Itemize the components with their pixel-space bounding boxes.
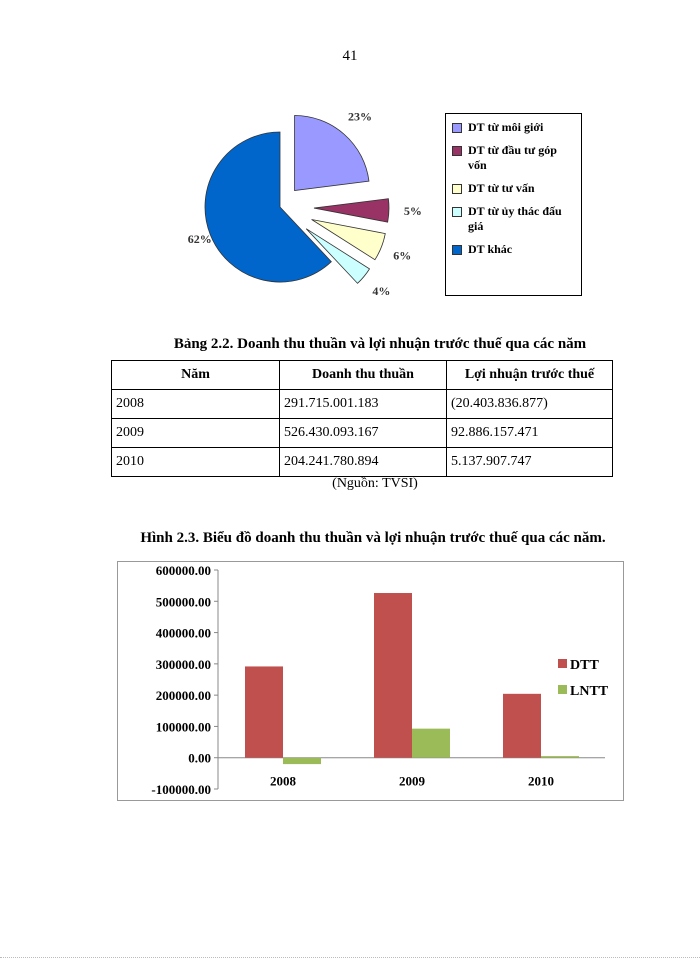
legend-swatch [452,207,462,217]
y-tick-label: 400000.00 [155,625,211,641]
y-tick-label: -100000.00 [151,782,211,797]
bar-dtt-2010 [503,694,541,758]
y-tick-label: 500000.00 [155,594,211,610]
legend-label: DT khác [468,242,513,256]
y-tick-label: 100000.00 [155,719,211,735]
table-cell-profit: 92.886.157.471 [447,419,613,448]
table-row [112,419,613,448]
legend-item-dt-tu-moi-gioi [452,120,577,135]
revenue-profit-table [111,360,613,477]
table-cell-revenue: 526.430.093.167 [280,419,447,448]
legend-swatch [452,184,462,194]
table-cell-profit: (20.403.836.877) [447,390,613,419]
x-tick-label: 2008 [270,773,296,789]
pie-data-label: 6% [393,248,412,263]
header-year: Năm [112,361,280,390]
table-row [112,390,613,419]
y-tick-label: 600000.00 [155,563,211,578]
legend-item-dt-tu-uy-thac-dau-gia [452,204,577,234]
bar-lntt-2008 [283,758,321,764]
y-tick-label: 0.00 [188,750,211,766]
pie-slice-dt-tu-moi-gioi [295,115,369,190]
table-cell-year: 2008 [112,390,280,419]
bar-lntt-2010 [541,756,579,758]
header-profit: Lợi nhuận trước thuế [447,361,613,390]
pie-slice-dt-tu-dau-tu-gop-von [314,199,389,222]
table-cell-profit: 5.137.907.747 [447,448,613,477]
table-source: (Nguồn: TVSI) [332,476,418,491]
bar-dtt-2009 [374,593,412,758]
legend-label: DT từ đầu tư góp vốn [468,143,557,172]
page-bottom-rule [0,957,700,958]
legend-label-dtt: DTT [570,658,599,673]
revenue-profit-bar-chart [117,561,624,801]
x-tick-label: 2009 [399,773,425,789]
legend-label: DT từ môi giới [468,120,544,134]
bar-lntt-2009 [412,729,450,758]
x-tick-label: 2010 [528,773,554,789]
legend-swatch [452,146,462,156]
pie-data-label: 23% [348,112,373,124]
table-cell-revenue: 291.715.001.183 [280,390,447,419]
legend-swatch-dtt [558,659,567,668]
legend-label: DT từ ủy thác đấu giá [468,204,562,233]
table-header-row [112,361,613,390]
pie-legend [445,113,582,296]
pie-data-label: 62% [187,231,212,246]
y-tick-label: 300000.00 [155,656,211,672]
legend-item-dt-tu-dau-tu-gop-von [452,143,577,173]
table-cell-year: 2009 [112,419,280,448]
figure-caption: Hình 2.3. Biểu đồ doanh thu thuần và lợi nhuận trước thuế qua các năm. [140,530,606,546]
revenue-structure-pie-chart [160,112,440,297]
table-caption: Bảng 2.2. Doanh thu thuần và lợi nhuận trước thuế qua các năm [173,336,587,352]
table-cell-year: 2010 [112,448,280,477]
pie-data-label: 4% [372,283,391,297]
table-cell-revenue: 204.241.780.894 [280,448,447,477]
legend-swatch [452,245,462,255]
legend-swatch [452,123,462,133]
legend-swatch-lntt [558,685,567,694]
table-row [112,448,613,477]
page-number: 41 [342,48,358,64]
bar-dtt-2008 [245,666,283,757]
legend-label: DT từ tư vấn [468,181,535,195]
legend-item-dt-tu-tu-van [452,181,577,196]
header-revenue: Doanh thu thuần [280,361,447,390]
legend-item-dt-khac [452,242,577,257]
y-tick-label: 200000.00 [155,688,211,704]
legend-label-lntt: LNTT [570,684,609,699]
pie-data-label: 5% [403,204,422,219]
